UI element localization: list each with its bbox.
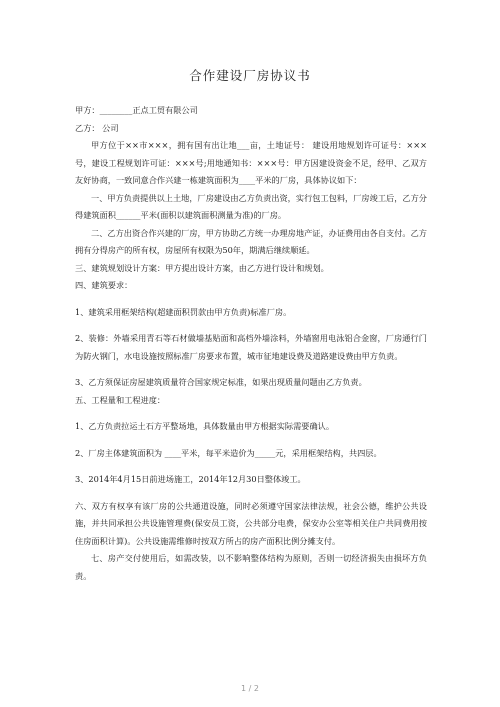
requirement-1: 1、建筑采用框架结构(超建面积罚款由甲方负责)标准厂房。 bbox=[75, 306, 292, 317]
page-indicator: 1 / 2 bbox=[241, 684, 259, 693]
clause-3-paragraph: 三、建筑规划设计方案：甲方提出设计方案，由乙方进行设计和规划。 bbox=[75, 262, 329, 273]
document-title: 合作建设厂房协议书 bbox=[189, 68, 311, 83]
clause-1-paragraph: 一、甲方负责提供以上土地，厂房建设由乙方负责出资，实行包工包料，厂房竣工后，乙方分得建筑面积______平米(面积以建筑面积测量为准)的厂房。 bbox=[75, 192, 427, 220]
party-b-line: 乙方： 公司 bbox=[75, 122, 119, 133]
clause-7-paragraph: 七、房产交付使用后，如需改装，以不影响整体结构为原则，否则一切经济损失由损坏方负责。 bbox=[75, 553, 427, 581]
clause-2-paragraph: 二、乙方出资合作兴建的厂房，甲方协助乙方统一办理房地产证，办证费用由各自支付。乙方拥有分得房产的所有权，房屋所有权限为50年，期满后继续顺延。 bbox=[75, 227, 427, 255]
party-a-line: 甲方：________正点工贸有限公司 bbox=[75, 105, 198, 115]
clause-5-heading: 五、工程量和工程进度： bbox=[75, 394, 166, 405]
document-body bbox=[75, 102, 427, 585]
progress-3: 3、2014年4月15日前进场施工，2014年12月30日整体竣工。 bbox=[75, 474, 306, 484]
requirement-2: 2、装修：外墙采用青石等石材做墙基贴面和高档外墙涂料，外墙窗用电泳铝合金窗，厂房通行门为防火钢门，水电设施按照标准厂房要求布置，城市征地建设费及道路建设费由甲方负责。 bbox=[75, 333, 427, 361]
progress-2: 2、厂房主体建筑面积为 ____平米，每平米造价为_____元，采用框架结构，共四层。 bbox=[75, 447, 382, 458]
requirement-3: 3、乙方须保证房屋建筑质量符合国家规定标准，如果出现质量问题由乙方负责。 bbox=[75, 377, 367, 387]
progress-1: 1、乙方负责拉运土石方平整场地，具体数量由甲方根据实际需要确认。 bbox=[75, 421, 335, 431]
clause-4-heading: 四、建筑要求： bbox=[75, 280, 133, 290]
preamble-paragraph: 甲方位于××市×××，拥有国有出让地___亩，土地证号： 建设用地规划许可证号：×××号，建设工程规划许可证：×××号;用地通知书：×××号：甲方因建设资金不足，经甲、乙双方友好协商，一致同意合作兴建一栋建筑面积为____平米的厂房，具体协议如下： bbox=[75, 140, 427, 185]
clause-6-paragraph: 六、双方有权享有该厂房的公共通道设施，同时必须遵守国家法律法规，社会公德，维护公共设施，并共同承担公共设施管理费(保安员工资，公共部分电费，保安办公室等相关住户共同费用按住房面积计算)。公共设施需维修时按双方所占的房产面积比例分摊支付。 bbox=[75, 500, 427, 546]
